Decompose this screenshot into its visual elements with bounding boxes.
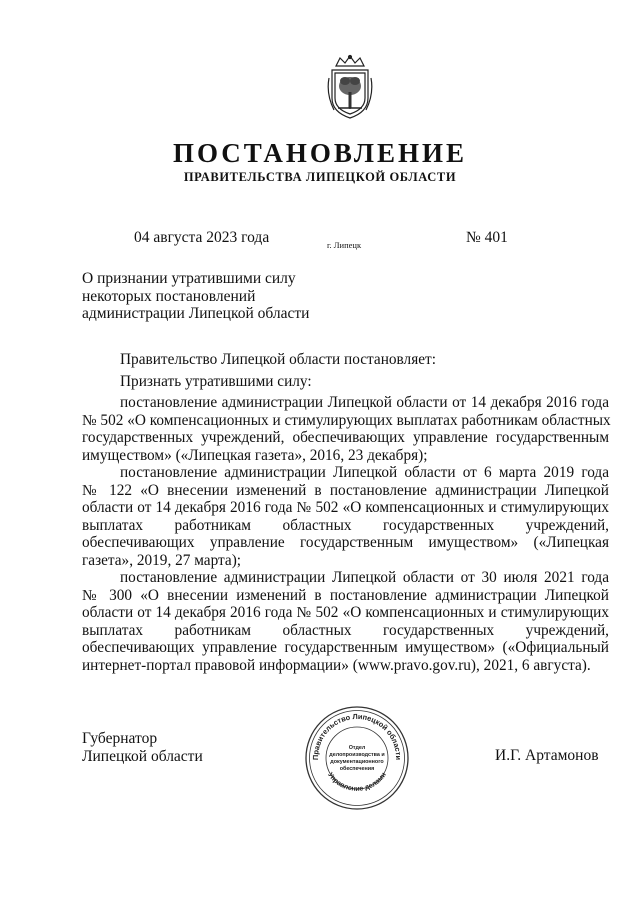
body-line: № 300 «О внесении изменений в постановление администрации Липецкой xyxy=(82,586,609,604)
body-line: выплатах работникам областных государственных учреждений, xyxy=(82,621,609,639)
body-line: постановление администрации Липецкой области от 6 марта 2019 года xyxy=(120,464,609,481)
document-body xyxy=(82,351,609,674)
body-line: обеспечивающих управление государственным имуществом» («Липецкая xyxy=(82,534,609,551)
official-stamp-icon xyxy=(304,705,410,811)
document-city: г. Липецк xyxy=(327,240,362,250)
body-line: газета», 2019, 27 марта); xyxy=(82,551,242,569)
stamp-inner-line: Отдел xyxy=(348,745,366,751)
body-line: обеспечивающих управление государственным имуществом» («Официальный xyxy=(82,639,609,656)
coat-of-arms-icon xyxy=(326,54,374,120)
signature-position-line: Губернатор xyxy=(82,730,158,747)
stamp-outer-text: Правительство Липецкой области xyxy=(310,711,404,761)
body-line: Признать утратившими силу: xyxy=(120,372,312,390)
body-line: № 122 «О внесении изменений в постановление администрации Липецкой xyxy=(82,481,609,499)
body-line: постановление администрации Липецкой области от 30 июля 2021 года xyxy=(120,569,609,586)
body-line: выплатах работникам областных государственных учреждений, xyxy=(82,516,609,534)
stamp-inner-line: обеспечения xyxy=(339,766,375,772)
body-line: № 502 «О компенсационных и стимулирующих выплатах работникам областных xyxy=(82,411,611,429)
body-line: имуществом» («Липецкая газета», 2016, 23 декабря); xyxy=(82,446,428,464)
document-subject xyxy=(82,270,309,323)
stamp-inner-line: документационного xyxy=(330,759,384,765)
body-line: постановление администрации Липецкой области от 14 декабря 2016 года xyxy=(120,394,609,411)
document-date: 04 августа 2023 года xyxy=(134,229,270,246)
document-title: ПОСТАНОВЛЕНИЕ xyxy=(172,138,468,168)
subject-line: О признании утратившими силу xyxy=(82,270,296,287)
signature-position-line: Липецкой области xyxy=(82,747,203,765)
signature-position xyxy=(82,730,203,765)
body-line: интернет-портал правовой информации» (www.pravo.gov.ru), 2021, 6 августа). xyxy=(82,656,591,674)
document-number: № 401 xyxy=(466,229,508,246)
subject-line: администрации Липецкой области xyxy=(82,305,310,322)
stamp-bottom-text: Управление делами xyxy=(326,771,388,793)
body-line: Правительство Липецкой области постановляет: xyxy=(120,351,436,368)
document-subtitle: ПРАВИТЕЛЬСТВА ЛИПЕЦКОЙ ОБЛАСТИ xyxy=(183,170,457,184)
body-line: государственных учреждений, обеспечивающих управление государственным xyxy=(82,429,609,446)
signer-name: И.Г. Артамонов xyxy=(495,747,599,764)
stamp-inner-line: делопроизводства и xyxy=(329,752,385,758)
subject-line: некоторых постановлений xyxy=(82,287,256,305)
body-line: области от 14 декабря 2016 года № 502 «О компенсационных и стимулирующих xyxy=(82,499,609,516)
body-line: области от 14 декабря 2016 года № 502 «О компенсационных и стимулирующих xyxy=(82,604,609,621)
